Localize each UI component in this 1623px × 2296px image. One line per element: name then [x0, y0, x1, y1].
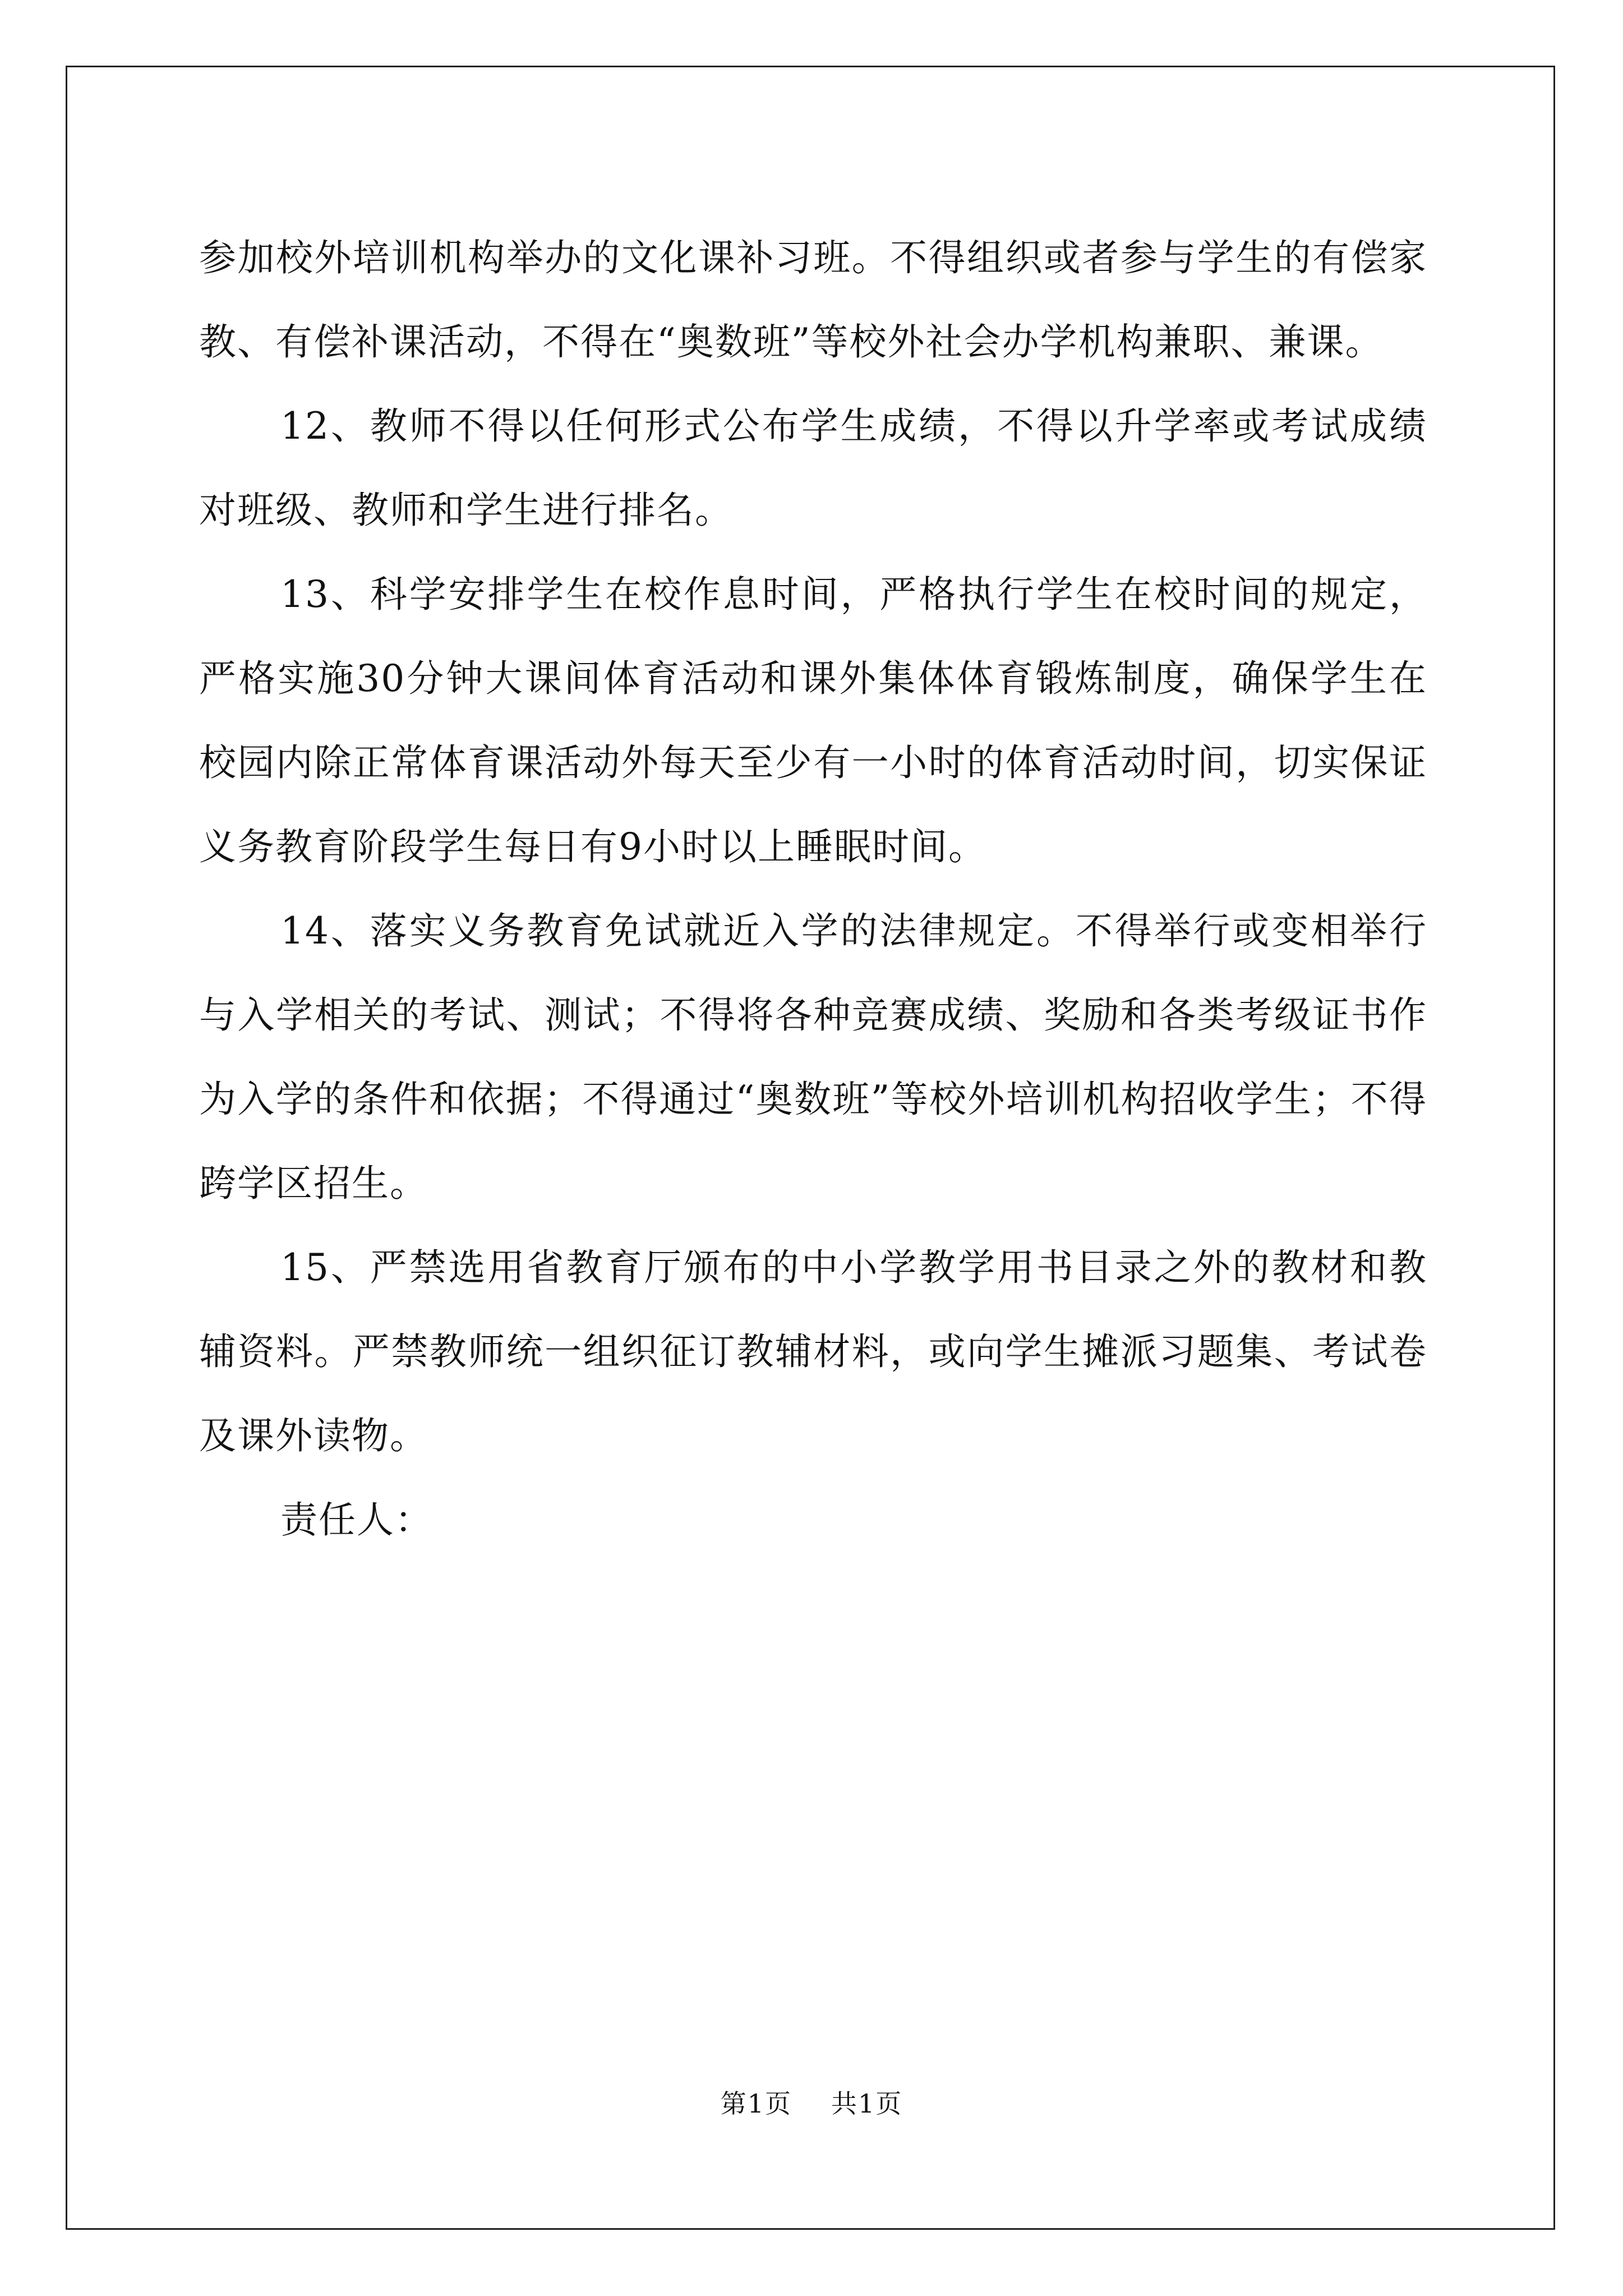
responsible-person-label: 责任人：: [280, 1498, 433, 1542]
paragraph-15: 15、严禁选用省教育厅颁布的中小学教学用书目录之外的教材和教辅资料。严禁教师统一组织征订教辅材料，或向学生摊派习题集、考试卷及课外读物。: [199, 1246, 1427, 1457]
document-body: [199, 216, 1427, 1562]
paragraph-14: 14、落实义务教育免试就近入学的法律规定。不得举行或变相举行与入学相关的考试、测试；不得将各种竞赛成绩、奖励和各类考级证书作为入学的条件和依据；不得通过“奥数班”等校外培训机构招收学生；不得跨学区招生。: [199, 909, 1427, 1205]
paragraph-13: 13、科学安排学生在校作息时间，严格执行学生在校时间的规定，严格实施30分钟大课间体育活动和课外集体体育锻炼制度，确保学生在校园内除正常体育课活动外每天至少有一小时的体育活动时间，切实保证义务教育阶段学生每日有9小时以上睡眠时间。: [199, 573, 1427, 868]
paragraph-12: 12、教师不得以任何形式公布学生成绩，不得以升学率或考试成绩对班级、教师和学生进行排名。: [199, 404, 1427, 532]
page-number-current: 第1页: [720, 2088, 792, 2119]
paragraph-1: 参加校外培训机构举办的文化课补习班。不得组织或者参与学生的有偿家教、有偿补课活动，不得在“奥数班”等校外社会办学机构兼职、兼课。: [199, 236, 1427, 364]
page-number-total: 共1页: [831, 2088, 903, 2119]
page-footer: [0, 2087, 1623, 2120]
